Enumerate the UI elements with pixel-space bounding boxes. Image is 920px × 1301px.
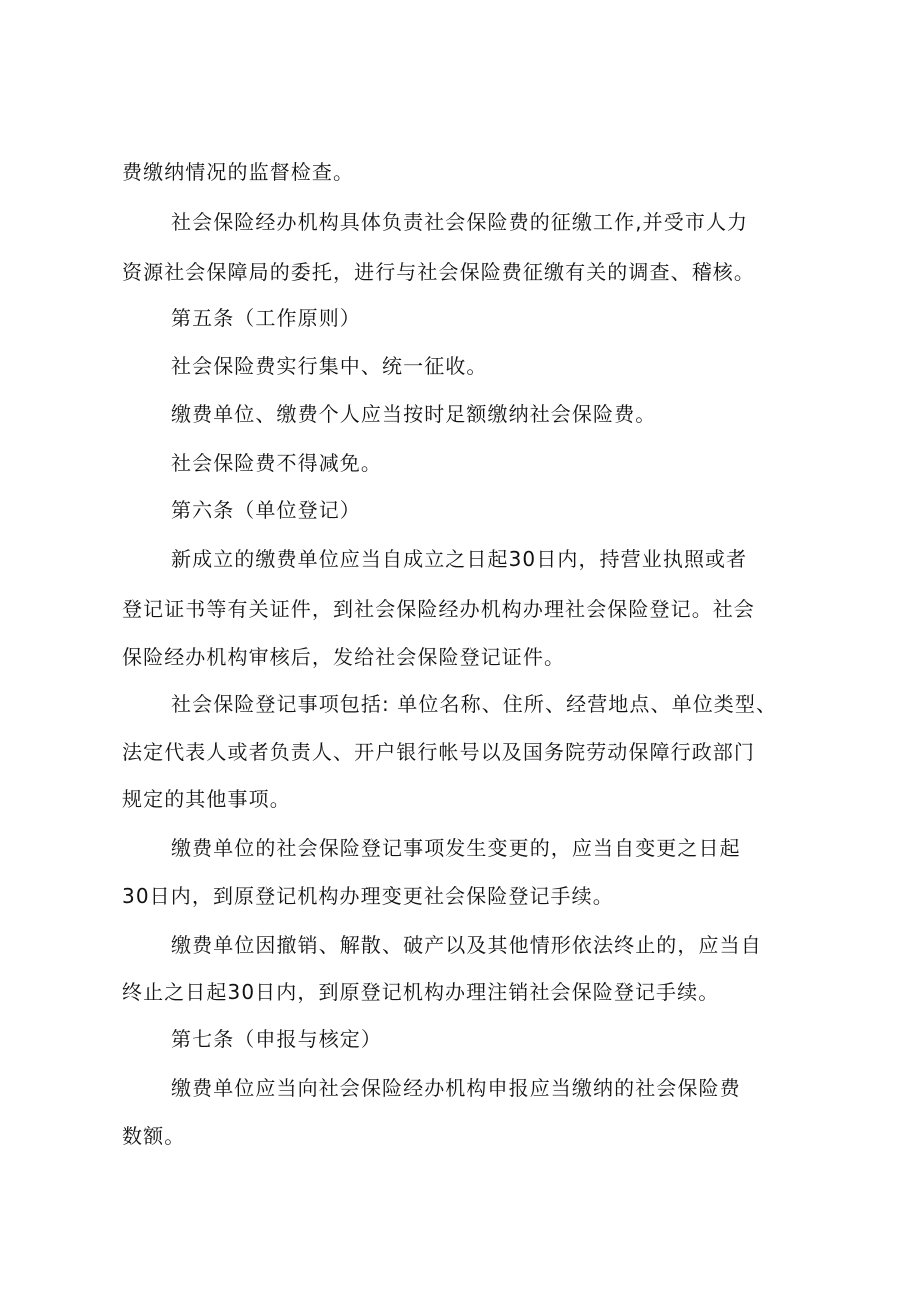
text-line: 缴费单位应当向社会保险经办机构申报应当缴纳的社会保险费 (171, 1076, 741, 1100)
text-line: 法定代表人或者负责人、开户银行帐号以及国务院劳动保障行政部门 (122, 740, 755, 764)
text-line: 费缴纳情况的监督检查。 (122, 160, 355, 184)
text-line: 缴费单位的社会保险登记事项发生变更的，应当自变更之日起 (171, 836, 741, 860)
text-line: 登记证书等有关证件，到社会保险经办机构办理社会保险登记。社会 (122, 597, 755, 621)
text-line: 社会保险费不得减免。 (171, 451, 382, 475)
text-line: 社会保险登记事项包括: 单位名称、住所、经营地点、单位类型、 (171, 692, 778, 716)
text-line: 规定的其他事项。 (122, 787, 291, 811)
text-line: 终止之日起30日内，到原登记机构办理注销社会保险登记手续。 (122, 980, 720, 1004)
text-line: 数额。 (122, 1124, 186, 1148)
text-line: 缴费单位、缴费个人应当按时足额缴纳社会保险费。 (171, 402, 657, 426)
text-line: 社会保险费实行集中、统一征收。 (171, 354, 488, 378)
text-line: 保险经办机构审核后，发给社会保险登记证件。 (122, 645, 566, 669)
text-line: 社会保险经办机构具体负责社会保险费的征缴工作,并受市人力 (171, 210, 749, 234)
text-line: 30日内，到原登记机构办理变更社会保险登记手续。 (122, 884, 614, 908)
text-line: 资源社会保障局的委托，进行与社会保险费征缴有关的调查、稽核。 (122, 260, 755, 284)
section-heading: 第六条（单位登记） (171, 498, 361, 522)
section-heading: 第五条（工作原则） (171, 306, 361, 330)
section-heading: 第七条（申报与核定） (171, 1027, 382, 1051)
text-line: 缴费单位因撤销、解散、破产以及其他情形依法终止的，应当自 (171, 933, 762, 957)
text-line: 新成立的缴费单位应当自成立之日起30日内，持营业执照或者 (171, 547, 748, 571)
